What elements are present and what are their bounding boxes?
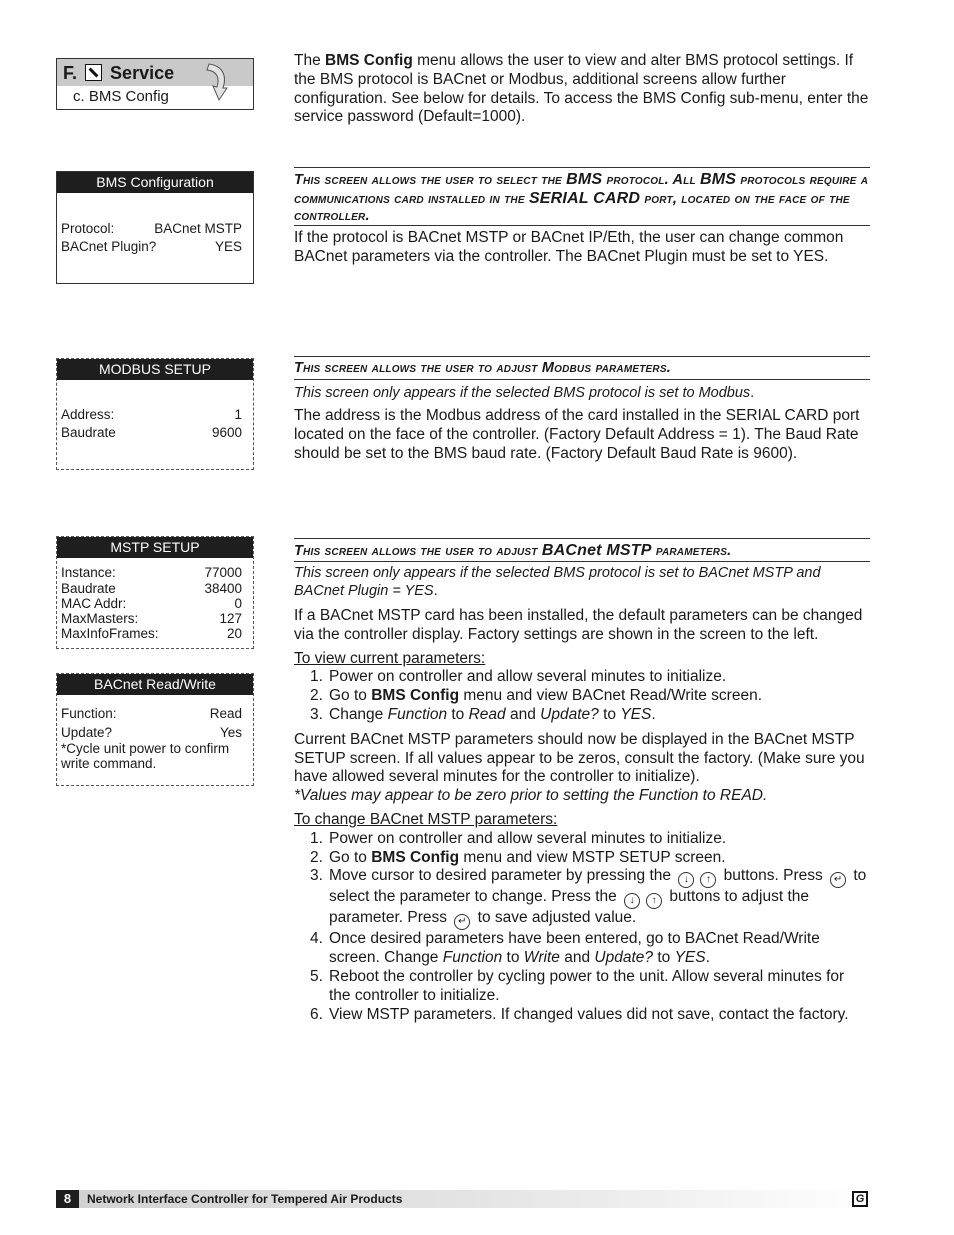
mstp-heading: This screen allows the user to adjust BACnet MSTP parameters. (294, 542, 732, 559)
bacnet-read-write-screen (56, 673, 254, 786)
divider (294, 167, 870, 168)
intro-paragraph: The BMS Config menu allows the user to view and alter BMS protocol settings. If the BMS protocol is BACnet or Modbus, additional screens allow further configuration. See below for details. To access the BMS Config sub-menu, enter the service password (Default=1000). (294, 52, 869, 126)
modbus-body: The address is the Modbus address of the card installed in the SERIAL CARD port located on the face of the controller. (Factory Default Address = 1). The Baud Rate should be set to the BMS baud rate. (Factory Default Baud Rate is 9600). (294, 407, 860, 462)
page-footer (56, 1190, 870, 1208)
divider (294, 379, 870, 380)
bms-heading: This screen allows the user to select the BMS protocol. All BMS protocols require a communications card installed in the SERIAL CARD port, located on the face of the controller. (294, 171, 869, 224)
list-item: 2. Go to BMS Config menu and view MSTP SETUP screen. (310, 848, 726, 866)
max-info-frames-row: MaxInfoFrames: 20 (61, 626, 242, 641)
bms-config-screen (56, 171, 254, 284)
screen-title: MODBUS SETUP (57, 359, 253, 380)
down-arrow-button-icon: ↓ (678, 872, 694, 888)
bms-body: If the protocol is BACnet MSTP or BACnet IP/Eth, the user can change common BACnet parameters via the controller. The BACnet Plugin must be set to YES. (294, 229, 844, 265)
up-arrow-button-icon: ↑ (700, 872, 716, 888)
down-arrow-button-icon: ↓ (624, 893, 640, 909)
instance-row: Instance: 77000 (61, 565, 242, 580)
mac-addr-row: MAC Addr: 0 (61, 596, 242, 611)
curved-arrow-icon (205, 62, 231, 102)
menu-path-header (57, 59, 253, 86)
mstp-intro-paragraph: If a BACnet MSTP card has been installed, the default parameters can be changed via the controller display. Factory settings are shown in the screen to the left. (294, 607, 863, 643)
modbus-setup-screen (56, 358, 254, 470)
baudrate-row: Baudrate 38400 (61, 581, 242, 596)
modbus-note: This screen only appears if the selected BMS protocol is set to Modbus. (294, 385, 755, 401)
max-masters-row: MaxMasters: 127 (61, 611, 242, 626)
view-steps-list (294, 668, 870, 724)
list-item: 5. Reboot the controller by cycling power to the unit. Allow several minutes for the controller to initialize. (310, 967, 845, 1004)
divider (294, 356, 870, 357)
list-item: 1. Power on controller and allow several minutes to initialize. (310, 829, 727, 847)
change-steps-list (294, 830, 870, 1025)
brand-logo-icon: G (852, 1191, 868, 1207)
section-title: Service (110, 63, 175, 83)
change-parameters-heading: To change BACnet MSTP parameters: (294, 810, 558, 828)
section-letter: F. (63, 63, 78, 83)
baudrate-row: Baudrate 9600 (61, 425, 242, 440)
list-item: 3. Move cursor to desired parameter by pressing the ↓ ↑ buttons. Press ↵ to select the parameter to change. Press the ↓ ↑ buttons to adjust the parameter. Press ↵ to save adjusted value. (310, 867, 870, 930)
cycle-power-note: *Cycle unit power to confirm write command. (61, 741, 230, 771)
mstp-instructions (294, 607, 870, 1024)
list-item: 1. Power on controller and allow several minutes to initialize. (310, 668, 727, 686)
document-title: Network Interface Controller for Tempered Air Products (87, 1192, 403, 1206)
mstp-verify-paragraph: Current BACnet MSTP parameters should now be displayed in the BACnet MSTP SETUP screen. If all values appear to be zeros, consult the factory. (Make sure you have allowed several minutes for the controller to initialize). *Values may appear to be zero prior to setting the Function to READ. (294, 730, 865, 805)
submenu-label: c. BMS Config (73, 88, 169, 105)
plugin-row: BACnet Plugin? YES (61, 239, 242, 254)
protocol-row: Protocol: BACnet MSTP (61, 221, 242, 236)
page-number: 8 (56, 1190, 79, 1208)
wrench-icon (85, 64, 102, 81)
menu-path-box (56, 58, 254, 110)
divider (294, 225, 870, 226)
list-item: 3. Change Function to Read and Update? to YES. (310, 705, 656, 723)
screen-title: BMS Configuration (57, 172, 253, 193)
list-item: 2. Go to BMS Config menu and view BACnet Read/Write screen. (310, 687, 763, 705)
up-arrow-button-icon: ↑ (646, 893, 662, 909)
enter-button-icon: ↵ (830, 872, 846, 888)
modbus-heading: This screen allows the user to adjust Modbus parameters. (294, 360, 671, 376)
mstp-note: This screen only appears if the selected BMS protocol is set to BACnet MSTP and BACnet Plugin = YES. (294, 565, 821, 599)
divider (294, 538, 870, 539)
screen-title: BACnet Read/Write (57, 674, 253, 695)
function-row: Function: Read (61, 706, 242, 721)
address-row: Address: 1 (61, 407, 242, 422)
divider (294, 561, 870, 562)
list-item: 4. Once desired parameters have been entered, go to BACnet Read/Write screen. Change Function to Write and Update? to YES. (310, 930, 820, 967)
view-parameters-heading: To view current parameters: (294, 649, 486, 667)
list-item: 6. View MSTP parameters. If changed values did not save, contact the factory. (310, 1005, 849, 1023)
update-row: Update? Yes (61, 725, 242, 740)
screen-title: MSTP SETUP (57, 537, 253, 558)
enter-button-icon: ↵ (454, 914, 470, 930)
mstp-setup-screen (56, 536, 254, 649)
